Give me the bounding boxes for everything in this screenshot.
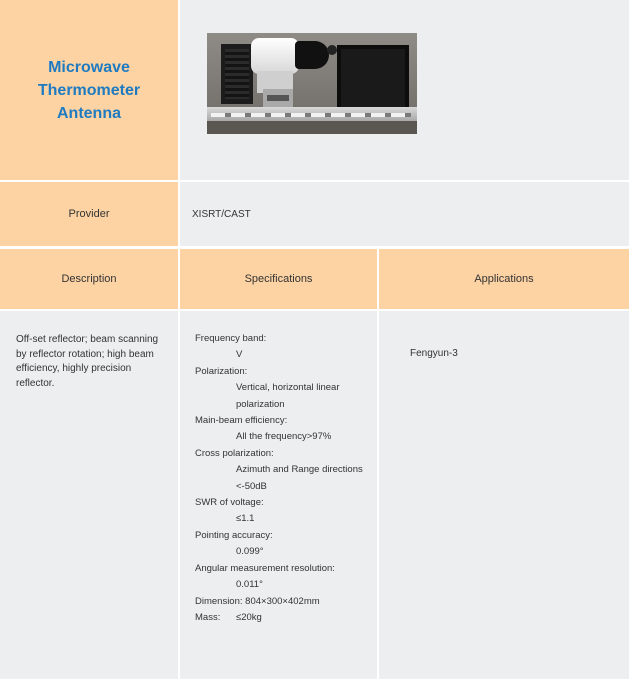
spec-value-pointing: 0.099° (236, 546, 264, 558)
spec-label-angular-resolution: Angular measurement resolution: (195, 562, 335, 574)
spec-row-dimension (195, 594, 369, 610)
spec-value-mass: ≤20kg (236, 611, 262, 623)
applications-header-cell (379, 249, 629, 309)
product-title: Microwave Thermometer Antenna (37, 58, 141, 122)
spec-label-frequency: Frequency band: (195, 333, 267, 344)
provider-value-cell (180, 182, 629, 246)
description-header-cell (0, 249, 178, 309)
product-photo (207, 33, 417, 134)
provider-label-cell (0, 182, 178, 246)
spec-value-angular-resolution: 0.011° (236, 579, 263, 591)
spec-label-polarization: Polarization: (195, 365, 248, 377)
provider-value: XISRT/CAST (192, 208, 251, 220)
spec-value-dimension: 804×300×402mm (245, 595, 320, 607)
description-text: Off-set reflector; beam scanning by reflector rotation; high beam efficiency, highly precision reflector. (16, 334, 159, 389)
spec-value-frequency: V (236, 349, 243, 361)
spec-row-mass (195, 610, 369, 626)
description-header: Description (61, 273, 117, 285)
applications-header: Applications (474, 273, 534, 285)
spec-label-swr: SWR of voltage: (195, 497, 264, 509)
specifications-body-cell (180, 311, 377, 679)
spec-label-pointing: Pointing accuracy: (195, 529, 273, 541)
applications-body-cell (379, 311, 629, 679)
applications-text: Fengyun-3 (410, 348, 458, 359)
description-body-cell (0, 311, 178, 679)
specifications-header-cell (180, 249, 377, 309)
spec-value-polarization: Vertical, horizontal linear polarization (236, 382, 340, 410)
spec-label-dimension: Dimension: (195, 595, 243, 607)
image-cell (180, 0, 629, 180)
spec-label-cross-polarization: Cross polarization: (195, 447, 274, 459)
spec-value-cross-polarization: Azimuth and Range directions <-50dB (236, 464, 363, 492)
spec-value-swr: ≤1.1 (236, 513, 255, 525)
spec-label-main-beam: Main-beam efficiency: (195, 415, 288, 427)
title-cell (0, 0, 178, 180)
spec-label-mass: Mass: (195, 611, 221, 623)
spec-value-main-beam: All the frequency>97% (236, 431, 332, 443)
provider-label: Provider (68, 208, 110, 220)
specifications-header: Specifications (244, 273, 313, 285)
